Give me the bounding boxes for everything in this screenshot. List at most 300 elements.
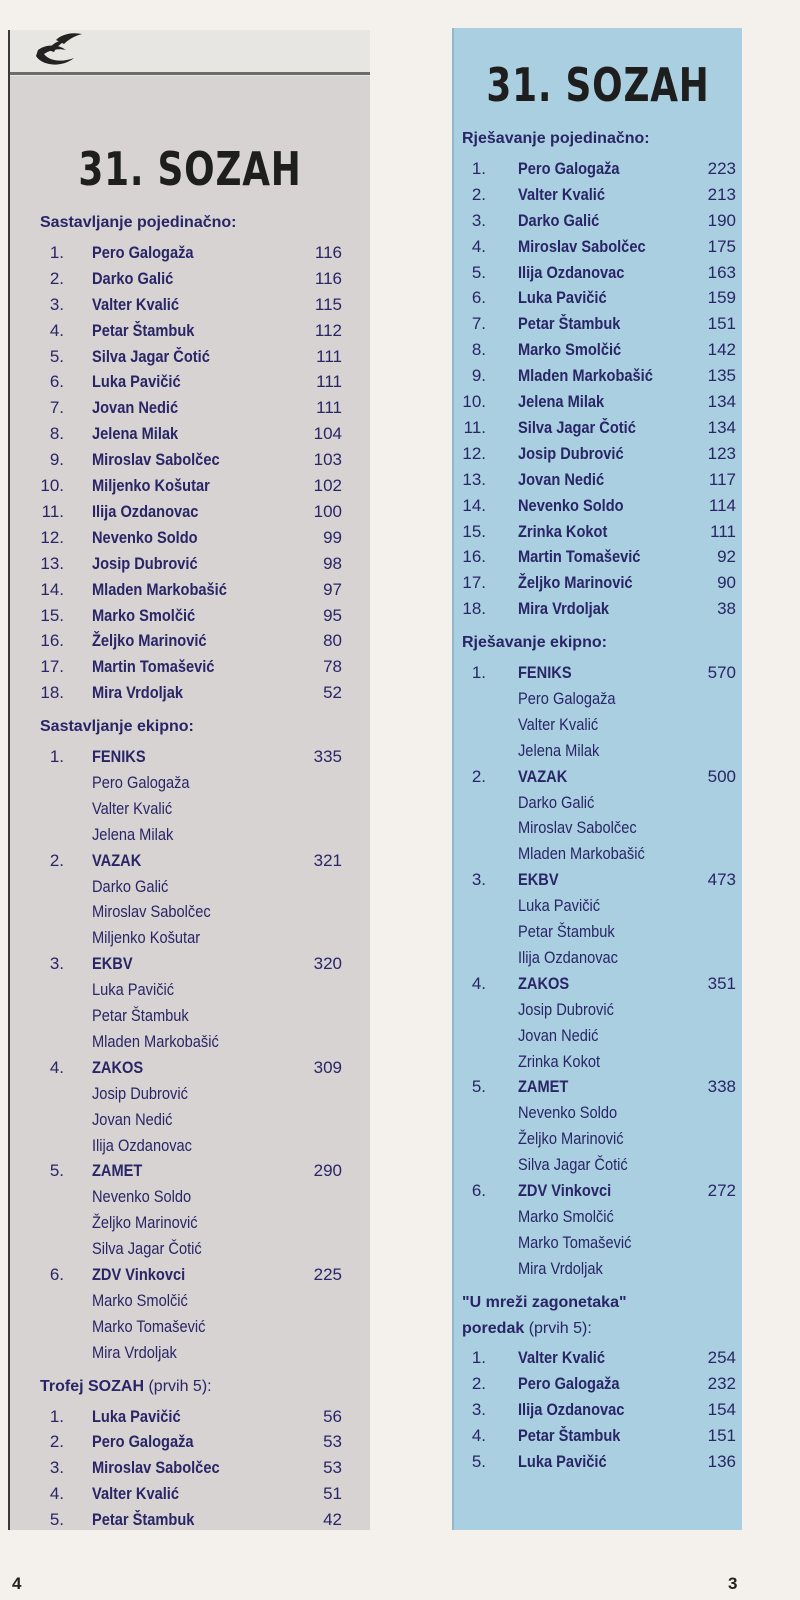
ranking-row <box>460 1345 736 1371</box>
rank-number: 10. <box>40 476 64 495</box>
entry-score: 115 <box>314 294 342 314</box>
entry-score: 103 <box>313 450 342 470</box>
individual-row <box>38 292 342 318</box>
rank-number: 4. <box>471 236 486 256</box>
team-member <box>38 822 342 848</box>
individual-row <box>38 603 342 629</box>
entry-score: 100 <box>313 501 342 521</box>
individual-row <box>38 680 342 706</box>
entry-name: Jovan Nedić <box>92 1109 173 1129</box>
entry-name: Zrinka Kokot <box>518 521 608 541</box>
team-member <box>38 1184 342 1210</box>
rank-number: 5. <box>471 1077 486 1097</box>
entry-score: 52 <box>323 683 342 703</box>
entry-name: Mladen Markobašić <box>518 844 645 864</box>
team-member <box>38 1210 342 1236</box>
entry-score: 78 <box>323 657 342 677</box>
team-member <box>38 925 342 951</box>
team-row <box>460 867 736 893</box>
individual-row <box>38 577 342 603</box>
rank-number: 18. <box>462 599 486 619</box>
ranking-row <box>460 1397 736 1423</box>
rank-number: 9. <box>49 450 64 470</box>
entry-score: 272 <box>707 1181 736 1200</box>
rank-number: 17. <box>40 657 64 677</box>
individual-row <box>460 260 736 286</box>
entry-name: Pero Galogaža <box>92 242 194 262</box>
entry-name: Nevenko Soldo <box>518 495 624 515</box>
entry-name: VAZAK <box>518 766 568 786</box>
team-member <box>38 1288 342 1314</box>
entry-score: 56 <box>323 1406 342 1426</box>
team-member <box>460 1100 736 1126</box>
entry-name: Željko Marinović <box>518 573 633 593</box>
entry-name: Mira Vrdoljak <box>518 1258 603 1278</box>
entry-name: Željko Marinović <box>92 1213 198 1233</box>
team-member <box>38 1003 342 1029</box>
entry-name: Jelena Milak <box>518 392 605 411</box>
rank-number: 18. <box>40 683 64 703</box>
entry-name: EKBV <box>518 870 559 890</box>
team-row <box>38 848 342 874</box>
entry-name: Mira Vrdoljak <box>92 1342 177 1362</box>
entry-name: Luka Pavičić <box>518 1452 607 1471</box>
entry-score: 111 <box>316 372 342 392</box>
entry-name: Petar Štambuk <box>92 1510 195 1530</box>
individual-row <box>38 499 342 525</box>
team-member <box>460 1230 736 1256</box>
team-member <box>460 815 736 841</box>
entry-name: Ilija Ozdanovac <box>92 501 199 521</box>
entry-name: Josip Dubrović <box>518 999 614 1019</box>
entry-name: Nevenko Soldo <box>92 527 198 547</box>
individual-row <box>460 519 736 545</box>
rank-number: 6. <box>471 1181 486 1200</box>
entry-name: Pero Galogaža <box>92 772 190 792</box>
individual-row <box>460 493 736 519</box>
team-member <box>460 893 736 919</box>
entry-name: Miroslav Sabolčec <box>92 1458 220 1478</box>
individual-row <box>460 415 736 441</box>
trophy-heading-normal: (prvih 5): <box>144 1377 212 1395</box>
entry-score: 163 <box>707 262 736 282</box>
entry-name: EKBV <box>92 954 133 974</box>
entry-score: 90 <box>717 573 736 593</box>
entry-name: Petar Štambuk <box>92 1006 189 1025</box>
individual-row <box>460 467 736 493</box>
rank-number: 3. <box>49 1458 64 1478</box>
rank-number: 15. <box>462 521 486 541</box>
entry-score: 111 <box>316 346 342 366</box>
team-member <box>460 738 736 764</box>
right-page-title: 31. SOZAH <box>486 58 710 112</box>
left-page-number: 4 <box>12 1574 22 1593</box>
individual-row <box>38 551 342 577</box>
entry-name: Željko Marinović <box>518 1129 624 1149</box>
rank-number: 7. <box>49 398 64 418</box>
right-page-number: 3 <box>728 1574 738 1593</box>
rank-number: 9. <box>471 366 486 386</box>
entry-name: FENIKS <box>518 663 572 682</box>
entry-score: 92 <box>717 547 736 567</box>
individual-row <box>38 525 342 551</box>
entry-score: 225 <box>313 1265 342 1284</box>
individual-row <box>38 318 342 344</box>
individual-row <box>460 182 736 208</box>
rank-number: 2. <box>471 766 486 786</box>
entry-name: Martin Tomašević <box>92 657 215 677</box>
team-member <box>460 712 736 738</box>
entry-score: 134 <box>707 417 736 437</box>
entry-score: 42 <box>323 1510 342 1530</box>
team-member <box>38 1133 342 1159</box>
entry-name: ZAMET <box>518 1077 569 1097</box>
left-page-panel <box>8 30 370 1530</box>
entry-name: Petar Štambuk <box>518 922 615 941</box>
ranking-row <box>460 1449 736 1475</box>
entry-name: Darko Galić <box>518 210 600 230</box>
individual-row <box>460 311 736 337</box>
entry-name: Josip Dubrović <box>92 553 198 573</box>
entry-name: Mira Vrdoljak <box>518 599 610 619</box>
entry-score: 335 <box>313 747 342 766</box>
rank-number: 4. <box>49 1484 64 1504</box>
rank-number: 10. <box>462 392 486 411</box>
entry-name: Jelena Milak <box>518 740 600 760</box>
individual-row <box>460 337 736 363</box>
team-member <box>38 796 342 822</box>
entry-score: 309 <box>313 1057 342 1077</box>
entry-score: 254 <box>707 1348 736 1368</box>
rank-number: 7. <box>471 314 486 334</box>
rank-number: 13. <box>462 469 486 489</box>
rank-number: 2. <box>471 1374 486 1394</box>
team-member <box>460 1126 736 1152</box>
entry-name: Miljenko Košutar <box>92 928 201 948</box>
rank-number: 16. <box>462 547 486 567</box>
team-member <box>38 977 342 1003</box>
entry-score: 213 <box>707 184 736 204</box>
ranking-row <box>460 1423 736 1449</box>
individual-row <box>38 473 342 499</box>
individual-row <box>460 156 736 182</box>
entry-score: 134 <box>707 392 736 411</box>
entry-name: ZDV Vinkovci <box>92 1265 186 1284</box>
entry-name: Pero Galogaža <box>518 1374 620 1394</box>
team-member <box>38 1029 342 1055</box>
rank-number: 14. <box>462 495 486 515</box>
entry-name: Željko Marinović <box>92 631 207 651</box>
team-member <box>460 997 736 1023</box>
individual-row <box>460 363 736 389</box>
entry-score: 51 <box>323 1484 342 1504</box>
entry-name: Marko Tomašević <box>92 1316 206 1336</box>
entry-name: ZAKOS <box>92 1057 144 1077</box>
team-member <box>460 1049 736 1075</box>
entry-name: Mladen Markobašić <box>92 1031 219 1051</box>
rank-number: 4. <box>471 1426 486 1446</box>
team-row <box>38 1262 342 1288</box>
entry-name: Nevenko Soldo <box>92 1187 192 1207</box>
team-row <box>38 1158 342 1184</box>
entry-name: Marko Smolčić <box>92 1290 188 1310</box>
entry-score: 102 <box>313 476 342 495</box>
team-member <box>460 945 736 971</box>
entry-name: Josip Dubrović <box>92 1083 188 1103</box>
rank-number: 5. <box>49 1161 64 1181</box>
trophy-row <box>38 1455 342 1481</box>
entry-name: Miroslav Sabolčec <box>92 450 220 470</box>
individual-row <box>38 240 342 266</box>
entry-name: ZAMET <box>92 1161 143 1181</box>
entry-name: Ilija Ozdanovac <box>518 1400 625 1420</box>
individual-row <box>460 441 736 467</box>
entry-name: Miljenko Košutar <box>92 476 210 495</box>
section-heading-team: Sastavljanje ekipno: <box>40 718 194 736</box>
team-member <box>38 1340 342 1366</box>
entry-name: FENIKS <box>92 747 146 766</box>
entry-name: Marko Smolčić <box>92 605 196 625</box>
section-heading-ranking-line1: "U mreži zagonetaka" <box>462 1293 627 1311</box>
entry-name: Mladen Markobašić <box>518 366 653 386</box>
individual-row <box>38 654 342 680</box>
entry-name: Jelena Milak <box>92 824 174 844</box>
entry-name: Zrinka Kokot <box>518 1051 601 1071</box>
trophy-row <box>38 1507 342 1533</box>
team-member <box>460 790 736 816</box>
entry-name: Valter Kvalić <box>518 184 605 204</box>
rank-number: 6. <box>471 288 486 308</box>
rank-number: 1. <box>49 242 64 262</box>
rank-number: 1. <box>49 1406 64 1426</box>
entry-score: 99 <box>323 527 342 547</box>
team-row <box>460 660 736 686</box>
bird-logo-icon <box>28 26 86 70</box>
entry-name: Silva Jagar Čotić <box>518 1155 628 1175</box>
individual-row <box>460 596 736 622</box>
entry-score: 114 <box>708 495 736 515</box>
team-member <box>38 1107 342 1133</box>
entry-name: VAZAK <box>92 850 142 870</box>
team-row <box>460 1074 736 1100</box>
entry-score: 111 <box>710 521 736 541</box>
ranking-row <box>460 1371 736 1397</box>
rank-number: 1. <box>471 663 486 682</box>
entry-name: Valter Kvalić <box>518 714 599 734</box>
rank-number: 3. <box>49 954 64 974</box>
entry-score: 142 <box>707 340 736 360</box>
rank-number: 1. <box>471 158 486 178</box>
individual-row <box>460 544 736 570</box>
team-member <box>38 899 342 925</box>
entry-score: 80 <box>323 631 342 651</box>
entry-score: 136 <box>707 1452 736 1471</box>
rank-number: 3. <box>471 210 486 230</box>
entry-name: Jovan Nedić <box>518 1025 599 1045</box>
entry-name: Mira Vrdoljak <box>92 683 184 703</box>
trophy-row <box>38 1481 342 1507</box>
entry-name: Luka Pavičić <box>518 896 601 916</box>
team-row <box>38 951 342 977</box>
header-rule <box>10 72 370 75</box>
team-member <box>460 919 736 945</box>
entry-name: Petar Štambuk <box>92 320 195 340</box>
entry-score: 104 <box>313 424 342 444</box>
individual-row <box>38 628 342 654</box>
team-member <box>460 686 736 712</box>
left-page-header <box>10 30 370 76</box>
entry-score: 151 <box>707 314 736 334</box>
entry-name: Luka Pavičić <box>92 980 175 1000</box>
entry-name: Valter Kvalić <box>92 1484 179 1504</box>
section-heading-ranking-line2 <box>462 1320 592 1338</box>
rank-number: 4. <box>471 973 486 993</box>
entry-score: 116 <box>314 268 342 288</box>
entry-score: 135 <box>707 366 736 386</box>
entry-name: Valter Kvalić <box>92 798 173 818</box>
entry-name: Pero Galogaža <box>92 1432 194 1452</box>
team-row <box>38 1055 342 1081</box>
entry-name: Miroslav Sabolčec <box>518 818 637 838</box>
entry-name: Petar Štambuk <box>518 1426 621 1446</box>
rank-number: 2. <box>471 184 486 204</box>
entry-name: Mladen Markobašić <box>92 579 227 599</box>
entry-name: Josip Dubrović <box>518 443 624 463</box>
entry-score: 95 <box>323 605 342 625</box>
individual-row <box>460 389 736 415</box>
entry-score: 97 <box>323 579 342 599</box>
entry-score: 112 <box>314 320 342 340</box>
individual-row <box>38 369 342 395</box>
entry-name: Petar Štambuk <box>518 314 621 334</box>
entry-name: Marko Smolčić <box>518 1206 614 1226</box>
individual-row <box>460 234 736 260</box>
entry-score: 321 <box>313 850 342 870</box>
individual-row <box>460 285 736 311</box>
entry-score: 500 <box>707 766 736 786</box>
trophy-heading-bold: Trofej SOZAH <box>40 1377 145 1395</box>
team-member <box>38 770 342 796</box>
team-member <box>460 1152 736 1178</box>
entry-score: 151 <box>707 1426 736 1446</box>
rank-number: 1. <box>49 747 64 766</box>
rank-number: 13. <box>40 553 64 573</box>
entry-name: Jovan Nedić <box>92 398 179 418</box>
entry-name: Miroslav Sabolčec <box>92 902 211 922</box>
left-page-title: 31. SOZAH <box>78 142 302 196</box>
entry-score: 38 <box>717 599 736 619</box>
rank-number: 16. <box>40 631 64 651</box>
rank-number: 11. <box>463 417 486 437</box>
entry-name: Jovan Nedić <box>518 469 605 489</box>
entry-name: Silva Jagar Čotić <box>518 417 636 437</box>
team-row <box>460 764 736 790</box>
entry-score: 290 <box>313 1161 342 1181</box>
team-member <box>38 1314 342 1340</box>
section-heading-team: Rješavanje ekipno: <box>462 634 607 652</box>
section-heading-individual: Rješavanje pojedinačno: <box>462 130 650 147</box>
entry-score: 53 <box>323 1432 342 1452</box>
entry-score: 98 <box>323 553 342 573</box>
rank-number: 8. <box>49 424 64 444</box>
rank-number: 4. <box>49 320 64 340</box>
ranking-heading-normal: (prvih 5): <box>524 1319 592 1337</box>
team-row <box>38 744 342 770</box>
entry-score: 123 <box>707 443 736 463</box>
entry-name: Valter Kvalić <box>518 1348 605 1368</box>
section-heading-trophy <box>40 1378 212 1396</box>
trophy-row <box>38 1429 342 1455</box>
entry-name: Luka Pavičić <box>518 288 607 308</box>
entry-name: Ilija Ozdanovac <box>92 1135 192 1155</box>
entry-score: 338 <box>707 1077 736 1097</box>
rank-number: 12. <box>40 527 64 547</box>
entry-score: 473 <box>707 870 736 890</box>
individual-row <box>38 421 342 447</box>
individual-row <box>38 344 342 370</box>
entry-name: Nevenko Soldo <box>518 1103 618 1123</box>
team-member <box>460 1204 736 1230</box>
entry-score: 111 <box>316 398 342 418</box>
team-row <box>460 1178 736 1204</box>
entry-name: Marko Smolčić <box>518 340 622 360</box>
entry-score: 190 <box>707 210 736 230</box>
entry-name: Luka Pavičić <box>92 1406 181 1426</box>
rank-number: 5. <box>471 262 486 282</box>
team-member <box>460 1256 736 1282</box>
entry-score: 159 <box>707 288 736 308</box>
rank-number: 2. <box>49 850 64 870</box>
entry-score: 154 <box>707 1400 736 1420</box>
rank-number: 2. <box>49 1432 64 1452</box>
right-page-panel <box>452 28 742 1530</box>
entry-score: 53 <box>323 1458 342 1478</box>
rank-number: 2. <box>49 268 64 288</box>
rank-number: 3. <box>471 870 486 890</box>
entry-name: Martin Tomašević <box>518 547 641 567</box>
entry-score: 175 <box>707 236 736 256</box>
entry-name: Luka Pavičić <box>92 372 181 392</box>
section-heading-individual: Sastavljanje pojedinačno: <box>40 214 237 231</box>
rank-number: 8. <box>471 340 486 360</box>
entry-name: Ilija Ozdanovac <box>518 947 618 967</box>
entry-score: 232 <box>707 1374 736 1394</box>
rank-number: 3. <box>471 1400 486 1420</box>
entry-name: Jelena Milak <box>92 424 179 444</box>
entry-name: Silva Jagar Čotić <box>92 346 210 366</box>
individual-row <box>460 208 736 234</box>
entry-name: Ilija Ozdanovac <box>518 262 625 282</box>
rank-number: 17. <box>462 573 486 593</box>
individual-row <box>38 266 342 292</box>
rank-number: 3. <box>49 294 64 314</box>
entry-name: Valter Kvalić <box>92 294 179 314</box>
rank-number: 15. <box>40 605 64 625</box>
team-member <box>460 1023 736 1049</box>
entry-score: 223 <box>707 158 736 178</box>
entry-score: 117 <box>708 469 736 489</box>
entry-score: 116 <box>314 242 342 262</box>
individual-row <box>460 570 736 596</box>
team-member <box>38 874 342 900</box>
entry-name: Pero Galogaža <box>518 688 616 708</box>
team-member <box>460 841 736 867</box>
rank-number: 4. <box>49 1057 64 1077</box>
entry-score: 320 <box>313 954 342 974</box>
entry-name: Darko Galić <box>92 876 169 896</box>
entry-score: 351 <box>707 973 736 993</box>
entry-name: Miroslav Sabolčec <box>518 236 646 256</box>
